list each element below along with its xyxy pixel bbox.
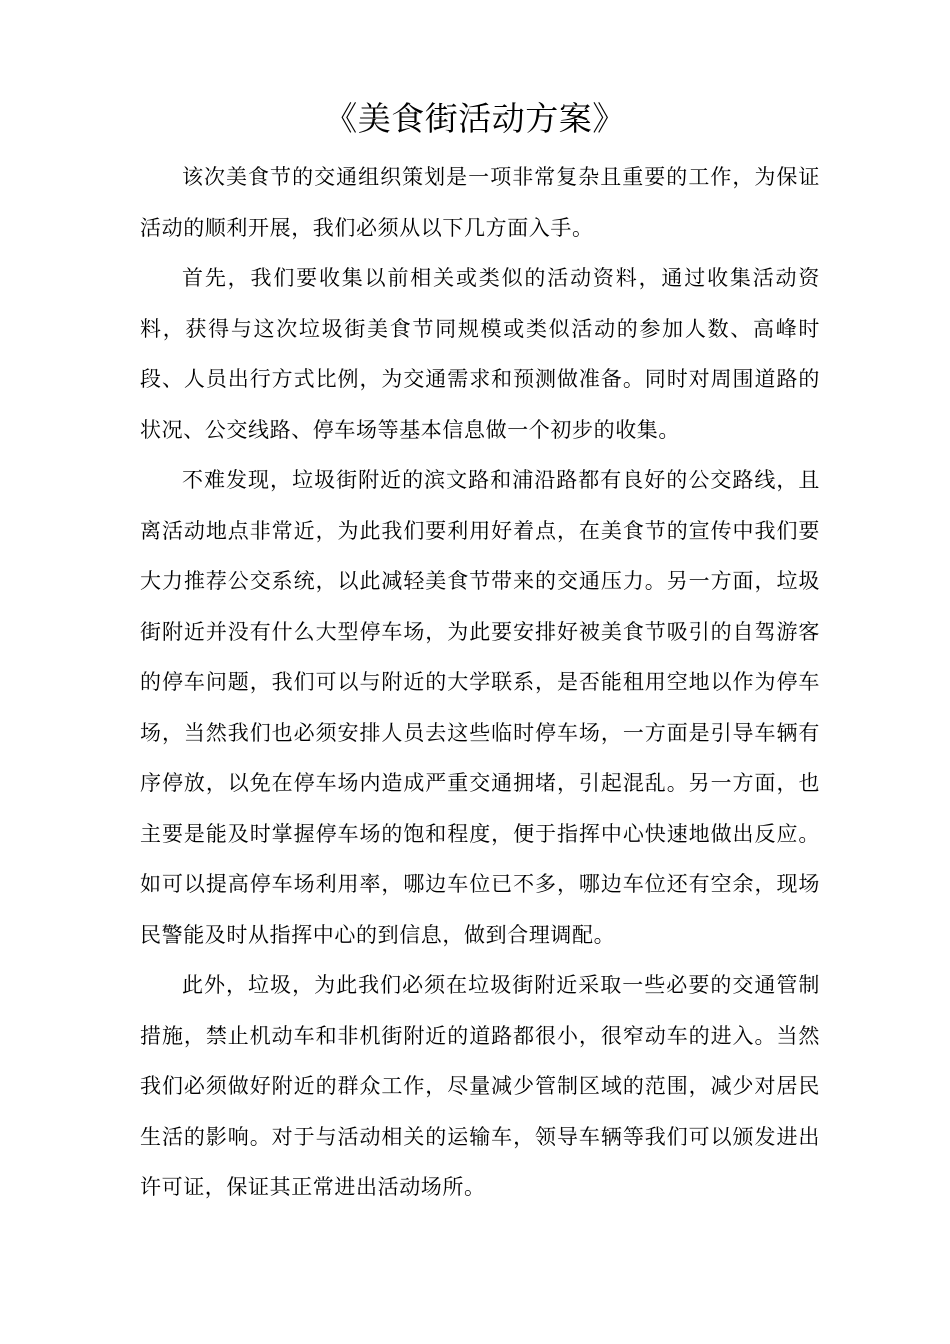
paragraph-2: 首先，我们要收集以前相关或类似的活动资料，通过收集活动资料，获得与这次垃圾街美食节同规模或类似活动的参加人数、高峰时段、人员出行方式比例，为交通需求和预测做准备。同时对周围道路的状况、公交线路、停车场等基本信息做一个初步的收集。	[140, 266, 820, 442]
document-body	[140, 152, 820, 1213]
paragraph-4: 此外，垃圾，为此我们必须在垃圾街附近采取一些必要的交通管制措施，禁止机动车和非机街附近的道路都很小，很窄动车的进入。当然我们必须做好附近的群众工作，尽量减少管制区域的范围，减少对居民生活的影响。对于与活动相关的运输车，领导车辆等我们可以颁发进出许可证，保证其正常进出活动场所。	[140, 973, 820, 1199]
paragraph-3: 不难发现，垃圾街附近的滨文路和浦沿路都有良好的公交路线，且离活动地点非常近，为此我们要利用好着点，在美食节的宣传中我们要大力推荐公交系统，以此减轻美食节带来的交通压力。另一方面，垃圾街附近并没有什么大型停车场，为此要安排好被美食节吸引的自驾游客的停车问题，我们可以与附近的大学联系，是否能租用空地以作为停车场，当然我们也必须安排人员去这些临时停车场，一方面是引导车辆有序停放，以免在停车场内造成严重交通拥堵，引起混乱。另一方面，也主要是能及时掌握停车场的饱和程度，便于指挥中心快速地做出反应。如可以提高停车场利用率，哪边车位已不多，哪边车位还有空余，现场民警能及时从指挥中心的到信息，做到合理调配。	[140, 468, 820, 947]
document-title: 《美食街活动方案》	[324, 99, 626, 138]
paragraph-1: 该次美食节的交通组织策划是一项非常复杂且重要的工作，为保证活动的顺利开展，我们必须从以下几方面入手。	[140, 165, 820, 240]
